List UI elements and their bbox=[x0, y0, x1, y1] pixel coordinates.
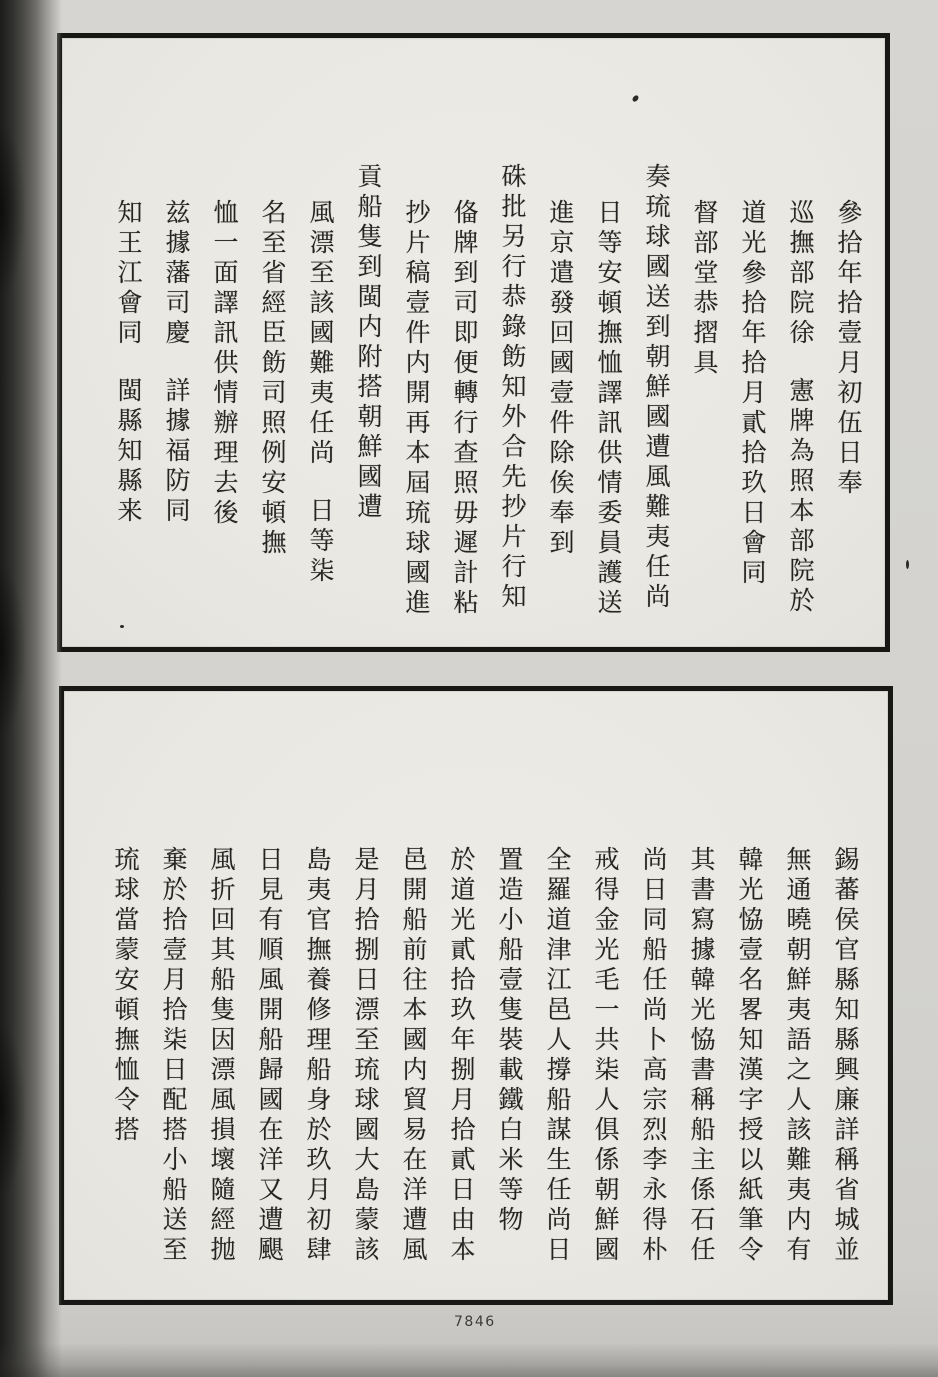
text-segment: 知王江會同 bbox=[114, 199, 143, 349]
text-segment: 棄於拾壹月拾柒日配搭小船送至 bbox=[159, 846, 188, 1266]
text-segment: 奏琉球國送到朝鮮國遭風難夷任尚 bbox=[642, 163, 671, 613]
text-column bbox=[691, 199, 717, 643]
text-column bbox=[784, 846, 810, 1286]
text-column bbox=[832, 846, 858, 1286]
bottom-edge-shadow bbox=[0, 1343, 938, 1377]
text-segment: 於道光貳拾玖年捌月拾貳日由本 bbox=[447, 846, 476, 1266]
text-column bbox=[835, 199, 861, 643]
text-segment: 名至省經臣飭司照例安頓撫 bbox=[258, 199, 287, 559]
text-segment: 憲牌為照本部院於 bbox=[786, 377, 815, 617]
text-column bbox=[739, 199, 765, 643]
lower-page-text bbox=[90, 846, 858, 1286]
text-column bbox=[403, 199, 429, 643]
text-segment: 島夷官撫養修理船身於玖月初肆 bbox=[303, 846, 332, 1266]
text-column bbox=[595, 199, 621, 643]
text-column bbox=[160, 846, 186, 1286]
text-column bbox=[499, 163, 525, 643]
text-segment: 督部堂恭摺具 bbox=[690, 199, 719, 379]
text-segment: 全羅道津江邑人撐船謀生任尚日 bbox=[543, 846, 572, 1266]
text-segment: 抄片稿壹件内開再本屆琉球國進 bbox=[402, 199, 431, 619]
text-segment: 日等柒 bbox=[306, 497, 335, 587]
text-column bbox=[163, 199, 189, 643]
text-segment: 是月拾捌日漂至琉球國大島蒙該 bbox=[351, 846, 380, 1266]
text-column bbox=[352, 846, 378, 1286]
text-segment: 風漂至該國難夷任尚 bbox=[306, 199, 335, 469]
text-column bbox=[448, 846, 474, 1286]
text-segment: 尚日同船任尚卜高宗烈李永得朴 bbox=[639, 846, 668, 1266]
text-segment: 其書寫據韓光恊書稱船主係石任 bbox=[687, 846, 716, 1266]
book-gutter-shadow bbox=[0, 0, 62, 1377]
page-number: 7846 bbox=[454, 1314, 496, 1330]
text-segment: 進京遣發回國壹件除俟奉到 bbox=[546, 199, 575, 559]
text-segment: 錫蕃侯官縣知縣興廉詳稱省城並 bbox=[831, 846, 860, 1266]
text-column bbox=[736, 846, 762, 1286]
text-column bbox=[592, 846, 618, 1286]
text-column bbox=[643, 163, 669, 643]
text-segment: 硃批另行恭錄飭知外合先抄片行知 bbox=[498, 163, 527, 613]
text-column bbox=[208, 846, 234, 1286]
text-column bbox=[547, 199, 573, 643]
text-segment: 韓光恊壹名畧知漢字授以紙筆令 bbox=[735, 846, 764, 1266]
text-segment: 參拾年拾壹月初伍日奉 bbox=[834, 199, 863, 499]
text-column bbox=[640, 846, 666, 1286]
text-segment: 邑開船前往本國内貿易在洋遭風 bbox=[399, 846, 428, 1266]
text-segment: 恤一面譯訊供情辦理去後 bbox=[210, 199, 239, 529]
upper-page-text bbox=[93, 163, 861, 643]
text-segment: 風折回其船隻因漂風損壞隨經抛 bbox=[207, 846, 236, 1266]
text-segment: 閩縣知縣来 bbox=[114, 377, 143, 527]
text-segment: 無通曉朝鮮夷語之人該難夷内有 bbox=[783, 846, 812, 1266]
text-segment: 俻牌到司即便轉行查照毋遲計粘 bbox=[450, 199, 479, 619]
upper-page-frame bbox=[57, 33, 890, 652]
gutter-dark-blotch bbox=[0, 120, 26, 300]
text-column bbox=[496, 846, 522, 1286]
text-segment: 道光參拾年拾月貳拾玖日會同 bbox=[738, 199, 767, 589]
text-column bbox=[211, 199, 237, 643]
text-segment: 貢船隻到閩内附搭朝鮮國遭 bbox=[354, 163, 383, 523]
text-column bbox=[400, 846, 426, 1286]
ink-speck bbox=[120, 625, 124, 628]
ink-speck bbox=[906, 560, 909, 569]
text-segment: 日等安頓撫恤譯訊供情委員護送 bbox=[594, 199, 623, 619]
gutter-dark-blotch bbox=[0, 1020, 26, 1200]
text-segment: 置造小船壹隻裝載鐵白米等物 bbox=[495, 846, 524, 1236]
text-segment: 琉球當蒙安頓撫恤令搭 bbox=[111, 846, 140, 1146]
text-segment: 巡撫部院徐 bbox=[786, 199, 815, 349]
text-column bbox=[307, 199, 333, 643]
lower-page-frame bbox=[59, 686, 893, 1305]
text-segment: 戒得金光毛一共柒人俱係朝鮮國 bbox=[591, 846, 620, 1266]
text-column bbox=[115, 199, 141, 643]
text-column bbox=[256, 846, 282, 1286]
text-column bbox=[544, 846, 570, 1286]
text-column bbox=[787, 199, 813, 643]
text-column bbox=[355, 163, 381, 643]
text-segment: 日見有順風開船歸國在洋又遭颶 bbox=[255, 846, 284, 1266]
text-column bbox=[259, 199, 285, 643]
text-column bbox=[304, 846, 330, 1286]
text-segment: 詳據福防同 bbox=[162, 377, 191, 527]
text-segment: 兹據藩司慶 bbox=[162, 199, 191, 349]
text-column bbox=[112, 846, 138, 1286]
text-column bbox=[451, 199, 477, 643]
text-column bbox=[688, 846, 714, 1286]
gutter-dark-blotch bbox=[0, 560, 26, 740]
